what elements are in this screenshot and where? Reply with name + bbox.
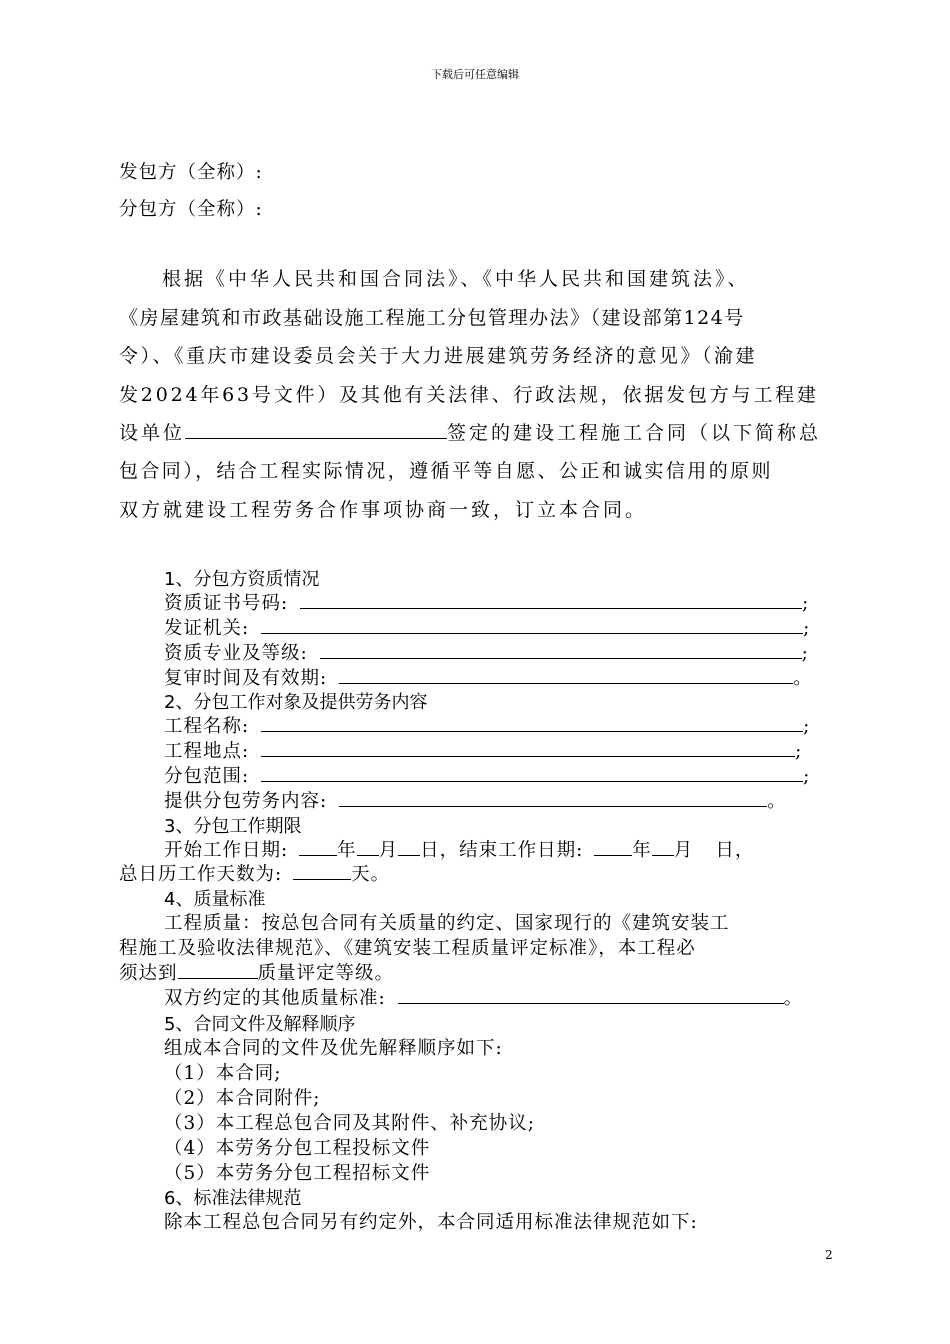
quality-line: 程施工及验收法律规范》、《建筑安装工程质量评定标准》，本工程必 [119,938,696,959]
field-blank [261,755,795,757]
quality-grade-blank [178,977,258,979]
document-order-item: （1）本合同; [164,1063,282,1084]
field-label: 发证机关: [164,618,250,639]
intro-line [119,418,821,445]
work-dates [164,836,754,862]
start-month-blank [357,854,379,856]
quality-text: 质量评定等级。 [257,963,395,984]
start-year-blank [299,854,337,856]
form-field [164,664,813,690]
section-4-title: 4、质量标准 [164,889,266,910]
field-label: 总日历工作天数为: [119,864,283,885]
field-blank [261,730,803,732]
section-1-title: 1、分包方资质情况 [164,569,320,590]
intro-line: 包合同），结合工程实际情况，遵循平等自愿、公正和诚实信用的原则 [119,460,773,482]
field-label: 资质专业及等级: [164,643,308,664]
form-field [164,787,787,813]
subcontractor-label: 分包方（全称）: [119,199,263,220]
document-order-item: （5）本劳务分包工程招标文件 [164,1163,431,1184]
form-field [164,639,809,665]
form-field [164,737,802,763]
day-label: 日， [715,840,755,861]
total-days-blank [293,878,351,880]
field-end: 。 [793,668,813,689]
intro-text: 设单位 [119,422,186,444]
document-order-line: 组成本合同的文件及优先解释顺序如下: [164,1038,503,1059]
section-2-title: 2、分包工作对象及提供劳务内容 [164,692,428,713]
day-label: 日，结束工作日期: [420,840,584,861]
field-end: 。 [783,988,804,1009]
page-number: 2 [825,1248,833,1262]
intro-text: 签定的建设工程施工合同（以下简称总 [447,422,822,444]
field-label: 开始工作日期: [164,840,289,861]
intro-line: 《房屋建筑和市政基础设施工程施工分包管理办法》（建设部第124号 [119,307,745,329]
form-field [164,589,809,615]
field-label: 分包范围: [164,766,250,787]
field-blank [339,805,767,807]
field-end: ; [803,766,811,787]
field-label: 双方约定的其他质量标准: [164,988,386,1009]
field-label: 复审时间及有效期: [164,668,328,689]
form-field [164,762,810,788]
field-blank [398,1002,784,1004]
page-header: 下载后可任意编辑 [431,68,519,81]
field-label: 资质证书号码: [164,593,289,614]
field-label: 提供分包劳务内容: [164,791,328,812]
field-label: 工程名称: [164,716,250,737]
end-year-blank [594,854,632,856]
month-label: 月 [378,840,399,861]
standards-line: 除本工程总包合同另有约定外，本合同适用标准法律规范如下: [164,1212,698,1233]
section-5-title: 5、合同文件及解释顺序 [164,1014,356,1035]
end-month-blank [652,854,674,856]
construction-unit-blank [185,437,447,439]
quality-line [119,959,394,985]
field-end: ; [803,618,811,639]
field-blank [261,780,803,782]
section-6-title: 6、标准法律规范 [164,1188,302,1209]
form-field [164,712,810,738]
field-end: 。 [767,791,787,812]
month-label: 月 [673,840,694,861]
field-end: ; [801,643,809,664]
field-blank [339,682,793,684]
year-label: 年 [337,840,357,861]
intro-line: 根据《中华人民共和国合同法》、《中华人民共和国建筑法》、 [162,268,750,290]
document-order-item: （2）本合同附件; [164,1088,321,1109]
form-field [164,614,810,640]
field-end: ; [795,741,803,762]
employer-label: 发包方（全称）: [119,162,263,183]
field-end: ; [803,716,811,737]
field-label: 工程地点: [164,741,250,762]
start-day-blank [398,854,420,856]
total-days [119,860,390,886]
intro-line: 令）、《重庆市建设委员会关于大力进展建筑劳务经济的意见》（渝建 [119,345,758,367]
document-order-item: （3）本工程总包合同及其附件、补充协议; [164,1113,536,1134]
field-end: ; [802,593,810,614]
section-3-title: 3、分包工作期限 [164,816,302,837]
intro-line: 发2024年63号文件）及其他有关法律、行政法规，依据发包方与工程建 [119,384,819,406]
field-blank [261,632,803,634]
form-field [164,984,803,1010]
field-blank [320,657,802,659]
field-blank [300,607,802,609]
document-order-item: （4）本劳务分包工程投标文件 [164,1138,431,1159]
quality-text: 须达到 [119,963,178,984]
year-label: 年 [632,840,652,861]
intro-line: 双方就建设工程劳务合作事项协商一致，订立本合同。 [119,499,648,521]
quality-line: 工程质量：按总包合同有关质量的约定、国家现行的《建筑安装工 [164,913,730,934]
field-end: 天。 [351,864,391,885]
